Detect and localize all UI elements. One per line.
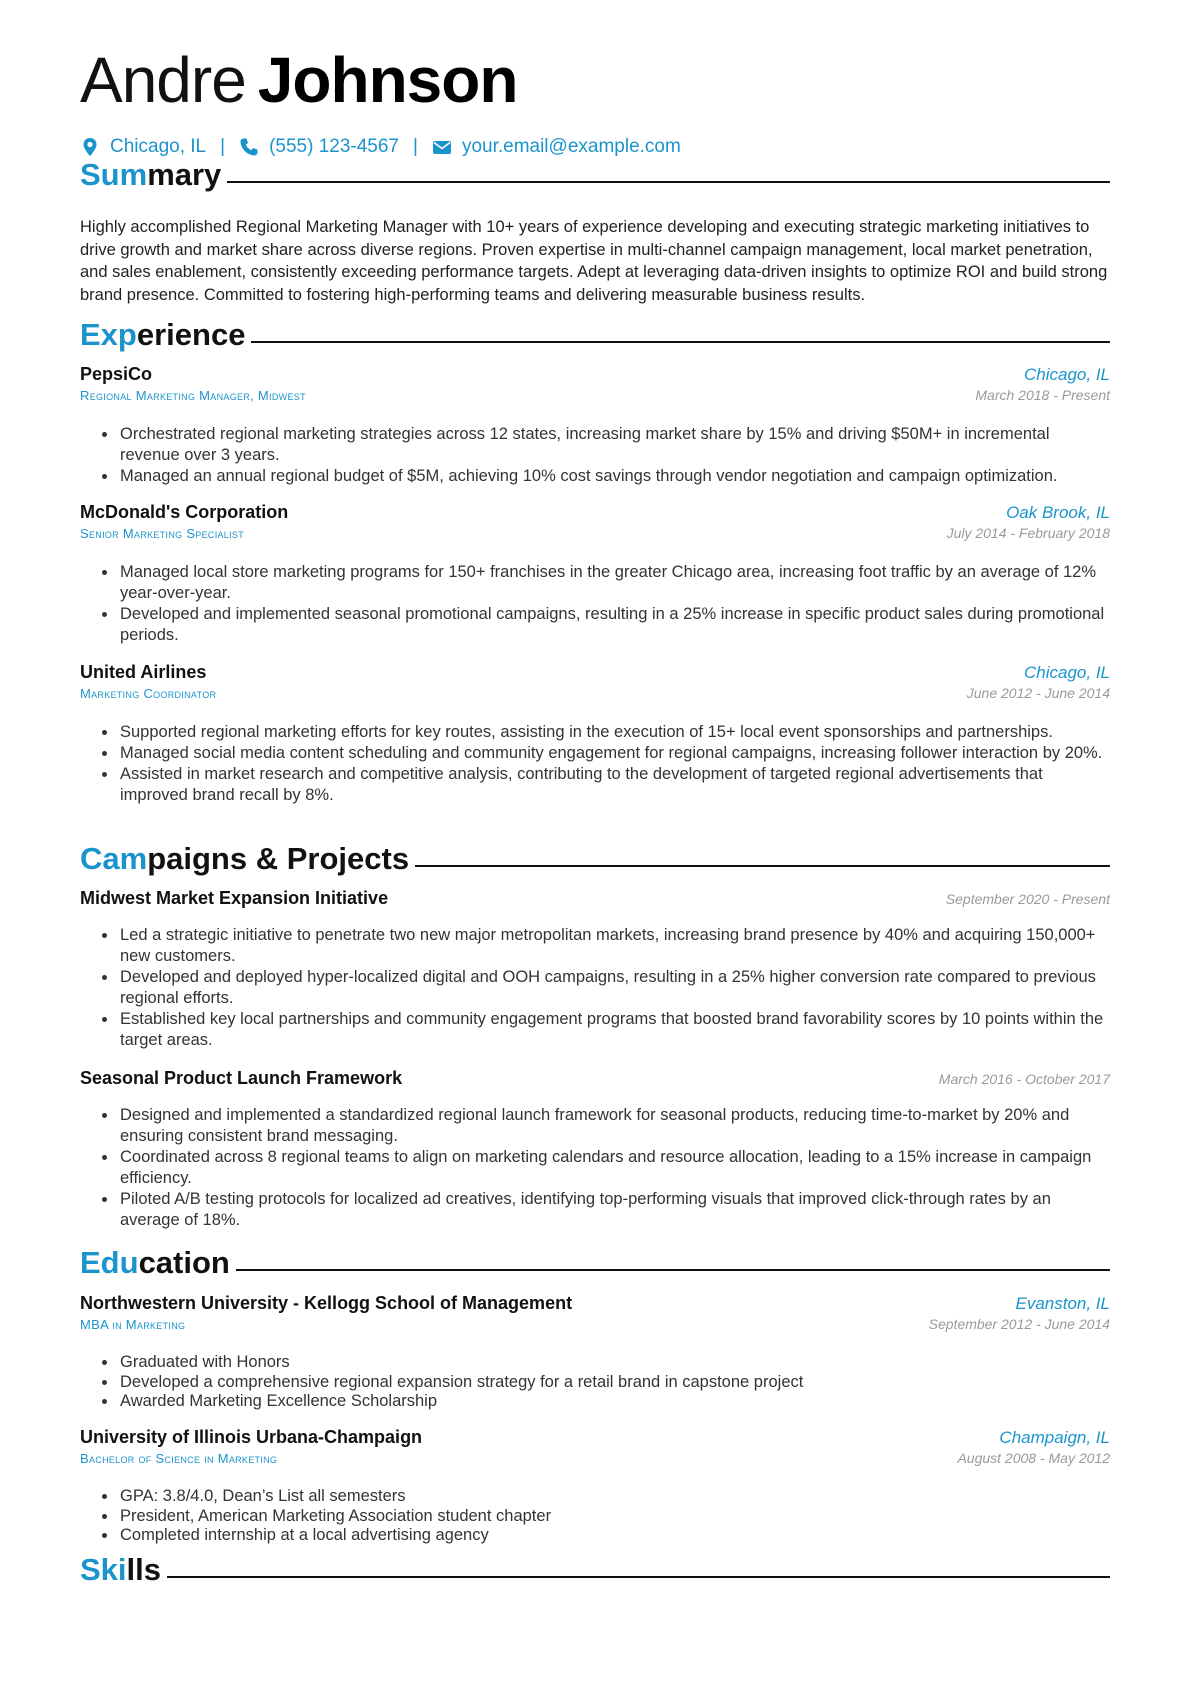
entry-location: Oak Brook, IL [1006,503,1110,522]
entry-location: Champaign, IL [999,1428,1110,1447]
summary-text: Highly accomplished Regional Marketing Manager with 10+ years of experience developing and executing strategic marketing initiatives to drive growth and market share across diverse regions. Proven expertise in multi-channel campaign management, local market penetration, and sales enablement, consistently exceeding performance targets. Adept at leveraging data-driven insights to optimize ROI and build strong brand presence. Committed to fostering high-performing teams and delivering measurable business results. [80,218,1108,304]
list-item: • Established key local partnerships and community engagement programs that boosted brand favorability scores by 10 points within the target areas. [118,1009,1110,1051]
list-item: • Led a strategic initiative to penetrate two new major metropolitan markets, increasing brand presence by 40% and acquiring 150,000+ new customers. [118,925,1110,967]
list-item: • President, American Marketing Association student chapter [118,1507,1110,1527]
first-name: Andre [80,44,246,116]
list-item: • Graduated with Honors [118,1353,1110,1373]
phone-icon [239,137,259,157]
entry-location: Evanston, IL [1015,1294,1110,1313]
list-item: • GPA: 3.8/4.0, Dean’s List all semesters [118,1487,1110,1507]
company-name: United Airlines [80,662,207,682]
entry-location: Chicago, IL [1024,365,1110,384]
phone-text[interactable]: (555) 123-4567 [269,136,399,157]
entry-dates: March 2018 - Present [975,387,1110,403]
list-item: • Managed social media content scheduling and community engagement for regional campaigns, increasing follower interaction by 20%. [118,743,1110,764]
experience-bullets [100,424,1110,487]
list-item: • Awarded Marketing Excellence Scholarship [118,1392,1110,1412]
education-bullets [100,1353,1110,1412]
entry-dates: June 2012 - June 2014 [966,685,1110,701]
experience-bullets [100,562,1110,646]
section-summary [80,155,1110,195]
experience-entry [80,502,1110,547]
envelope-icon [432,137,452,157]
map-marker-icon [80,137,100,157]
section-title: Summary [80,157,222,192]
contact-separator: | [220,136,226,157]
company-name: McDonald's Corporation [80,502,289,522]
list-item: • Developed and deployed hyper-localized digital and OOH campaigns, resulting in a 25% higher conversion rate compared to previous regional efforts. [118,967,1110,1009]
section-skills [80,1550,1110,1590]
experience-entry [80,364,1110,409]
project-name: Midwest Market Expansion Initiative [80,888,389,908]
degree: MBA in Marketing [80,1317,186,1332]
entry-location: Chicago, IL [1024,663,1110,682]
company-name: PepsiCo [80,364,153,384]
entry-dates: July 2014 - February 2018 [946,525,1110,541]
job-title: Marketing Coordinator [80,686,217,701]
section-education [80,1243,1110,1283]
school-name: University of Illinois Urbana-Champaign [80,1427,423,1447]
resume-name [80,40,517,120]
project-bullets [100,1105,1110,1231]
experience-entry [80,662,1110,707]
project-name: Seasonal Product Launch Framework [80,1068,403,1088]
section-title: Education [80,1245,230,1280]
section-rule [236,1269,1110,1271]
section-title: Campaigns & Projects [80,841,410,876]
list-item: • Completed internship at a local advertising agency [118,1526,1110,1546]
job-title: Regional Marketing Manager, Midwest [80,388,306,403]
education-entry [80,1427,1110,1472]
email-link[interactable]: your.email@example.com [461,136,681,157]
list-item: • Managed local store marketing programs for 150+ franchises in the greater Chicago area, increasing foot traffic by an average of 12% year-over-year. [118,562,1110,604]
project-entry [80,1068,1110,1091]
project-entry [80,888,1110,911]
education-entry [80,1293,1110,1338]
last-name: Johnson [257,44,518,116]
list-item: • Piloted A/B testing protocols for localized ad creatives, identifying top-performing visuals that improved click-through rates by an average of 18%. [118,1189,1110,1231]
entry-dates: March 2016 - October 2017 [938,1071,1110,1087]
project-bullets [100,925,1110,1051]
list-item: • Coordinated across 8 regional teams to align on marketing calendars and resource allocation, leading to a 15% increase in campaign efficiency. [118,1147,1110,1189]
section-projects [80,839,1110,879]
entry-dates: August 2008 - May 2012 [957,1450,1110,1466]
list-item: • Managed an annual regional budget of $5M, achieving 10% cost savings through vendor negotiation and campaign optimization. [118,466,1110,487]
section-title: Skills [80,1552,161,1587]
job-title: Senior Marketing Specialist [80,526,245,541]
list-item: • Developed a comprehensive regional expansion strategy for a retail brand in capstone project [118,1373,1110,1393]
education-bullets [100,1487,1110,1546]
contact-separator: | [413,136,418,157]
list-item: • Developed and implemented seasonal promotional campaigns, resulting in a 25% increase in specific product sales during promotional periods. [118,604,1110,646]
section-experience [80,315,1110,355]
list-item: • Orchestrated regional marketing strategies across 12 states, increasing market share by 15% and driving $50M+ in incremental revenue over 3 years. [118,424,1110,466]
section-rule [167,1576,1110,1578]
list-item: • Assisted in market research and competitive analysis, contributing to the development of targeted regional advertisements that improved brand recall by 8%. [118,764,1110,806]
section-rule [227,181,1110,183]
school-name: Northwestern University - Kellogg School of Management [80,1293,573,1313]
section-title: Experience [80,317,246,352]
location-text: Chicago, IL [110,136,207,157]
entry-dates: September 2020 - Present [945,891,1110,907]
list-item: • Supported regional marketing efforts for key routes, assisting in the execution of 15+ local event sponsorships and partnerships. [118,722,1110,743]
list-item: • Designed and implemented a standardized regional launch framework for seasonal products, reducing time-to-market by 20% and ensuring consistent brand messaging. [118,1105,1110,1147]
section-rule [415,865,1110,867]
experience-bullets [100,722,1110,806]
entry-dates: September 2012 - June 2014 [928,1316,1110,1332]
degree: Bachelor of Science in Marketing [80,1451,278,1466]
section-rule [251,341,1110,343]
